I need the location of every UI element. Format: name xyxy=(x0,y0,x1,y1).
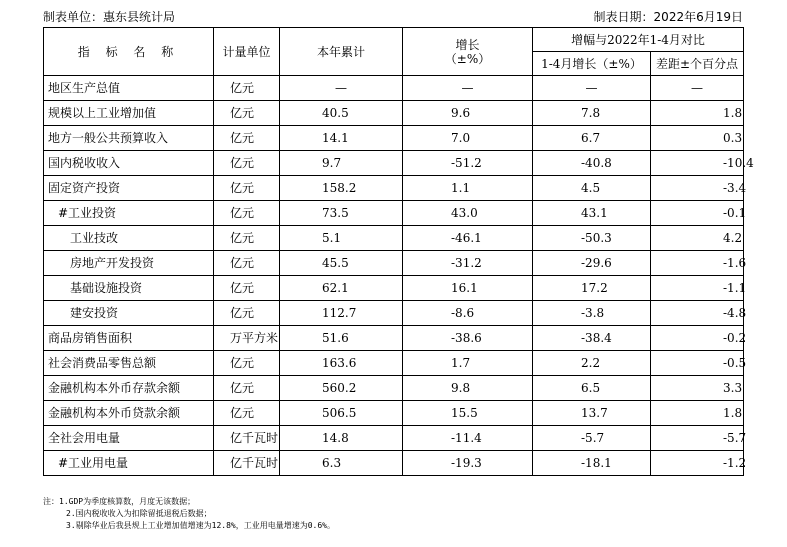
cell-unit: 万平方米 xyxy=(214,326,280,351)
cell-unit: 亿元 xyxy=(214,126,280,151)
compiling-unit: 制表单位：惠东县统计局 xyxy=(43,10,176,24)
cell-gap-value: 1.8 xyxy=(651,401,744,426)
table-row xyxy=(44,276,744,301)
header-jan-apr: 1-4月增长（±%） xyxy=(533,52,651,76)
cell-ytd-value: 51.6 xyxy=(280,326,403,351)
cell-unit: 亿元 xyxy=(214,101,280,126)
header-compare-group: 增幅与2022年1-4月对比 xyxy=(533,28,744,52)
cell-ytd-value: 560.2 xyxy=(280,376,403,401)
cell-ytd-value: 9.7 xyxy=(280,151,403,176)
cell-jan-apr-value: 6.7 xyxy=(533,126,651,151)
cell-unit: 亿元 xyxy=(214,401,280,426)
cell-ytd-value: 112.7 xyxy=(280,301,403,326)
cell-gap-value: -10.4 xyxy=(651,151,744,176)
cell-ytd-value: 5.1 xyxy=(280,226,403,251)
header-growth-line2: （±%） xyxy=(444,51,491,66)
table-row xyxy=(44,301,744,326)
cell-indicator-name: 建安投资 xyxy=(44,301,214,326)
cell-gap-value: 0.3 xyxy=(651,126,744,151)
header-growth-line1: 增长 xyxy=(455,37,480,52)
cell-jan-apr-value: -29.6 xyxy=(533,251,651,276)
cell-growth-value: -11.4 xyxy=(403,426,533,451)
table-row xyxy=(44,126,744,151)
cell-jan-apr-value: 43.1 xyxy=(533,201,651,226)
cell-growth-value: 15.5 xyxy=(403,401,533,426)
cell-ytd-value: — xyxy=(280,76,403,101)
cell-ytd-value: 14.1 xyxy=(280,126,403,151)
cell-jan-apr-value: -50.3 xyxy=(533,226,651,251)
cell-indicator-name: 工业技改 xyxy=(44,226,214,251)
cell-unit: 亿元 xyxy=(214,76,280,101)
cell-growth-value: 9.8 xyxy=(403,376,533,401)
cell-indicator-name: #工业用电量 xyxy=(44,451,214,476)
cell-ytd-value: 45.5 xyxy=(280,251,403,276)
table-row xyxy=(44,201,744,226)
cell-ytd-value: 73.5 xyxy=(280,201,403,226)
cell-gap-value: -0.1 xyxy=(651,201,744,226)
cell-indicator-name: 固定资产投资 xyxy=(44,176,214,201)
cell-growth-value: 7.0 xyxy=(403,126,533,151)
cell-growth-value: — xyxy=(403,76,533,101)
header-growth xyxy=(403,28,533,76)
cell-growth-value: 9.6 xyxy=(403,101,533,126)
cell-gap-value: -4.8 xyxy=(651,301,744,326)
cell-gap-value: -5.7 xyxy=(651,426,744,451)
cell-unit: 亿元 xyxy=(214,376,280,401)
cell-unit: 亿元 xyxy=(214,276,280,301)
table-row xyxy=(44,176,744,201)
cell-ytd-value: 6.3 xyxy=(280,451,403,476)
header-ytd: 本年累计 xyxy=(280,28,403,76)
cell-jan-apr-value: 2.2 xyxy=(533,351,651,376)
cell-unit: 亿元 xyxy=(214,201,280,226)
table-row xyxy=(44,226,744,251)
cell-gap-value: -1.1 xyxy=(651,276,744,301)
footnotes xyxy=(43,496,763,532)
cell-unit: 亿元 xyxy=(214,151,280,176)
header-unit: 计量单位 xyxy=(214,28,280,76)
cell-unit: 亿元 xyxy=(214,251,280,276)
footnote-2: 2.国内税收收入为扣除留抵退税后数据； xyxy=(66,509,212,518)
table-row xyxy=(44,101,744,126)
cell-indicator-name: 社会消费品零售总额 xyxy=(44,351,214,376)
cell-ytd-value: 14.8 xyxy=(280,426,403,451)
cell-jan-apr-value: -3.8 xyxy=(533,301,651,326)
table-row xyxy=(44,426,744,451)
cell-growth-value: 43.0 xyxy=(403,201,533,226)
compile-date: 制表日期：2022年6月19日 xyxy=(593,10,743,24)
cell-ytd-value: 62.1 xyxy=(280,276,403,301)
cell-jan-apr-value: 13.7 xyxy=(533,401,651,426)
header-indicator: 指 标 名 称 xyxy=(44,28,214,76)
cell-gap-value: -1.6 xyxy=(651,251,744,276)
cell-gap-value: -1.2 xyxy=(651,451,744,476)
cell-gap-value: 1.8 xyxy=(651,101,744,126)
table-row xyxy=(44,251,744,276)
cell-jan-apr-value: 4.5 xyxy=(533,176,651,201)
cell-indicator-name: 规模以上工业增加值 xyxy=(44,101,214,126)
cell-growth-value: 1.1 xyxy=(403,176,533,201)
cell-ytd-value: 506.5 xyxy=(280,401,403,426)
cell-indicator-name: 地方一般公共预算收入 xyxy=(44,126,214,151)
table-row xyxy=(44,151,744,176)
cell-gap-value: -0.5 xyxy=(651,351,744,376)
table-row xyxy=(44,76,744,101)
cell-gap-value: -0.2 xyxy=(651,326,744,351)
header-gap: 差距±个百分点 xyxy=(651,52,744,76)
cell-growth-value: -19.3 xyxy=(403,451,533,476)
cell-jan-apr-value: -40.8 xyxy=(533,151,651,176)
cell-ytd-value: 158.2 xyxy=(280,176,403,201)
cell-unit: 亿千瓦时 xyxy=(214,451,280,476)
cell-gap-value: — xyxy=(651,76,744,101)
cell-jan-apr-value: 17.2 xyxy=(533,276,651,301)
cell-growth-value: -51.2 xyxy=(403,151,533,176)
cell-unit: 亿千瓦时 xyxy=(214,426,280,451)
cell-unit: 亿元 xyxy=(214,176,280,201)
statistics-table xyxy=(43,27,754,476)
cell-jan-apr-value: — xyxy=(533,76,651,101)
cell-growth-value: -46.1 xyxy=(403,226,533,251)
table-row xyxy=(44,351,744,376)
table-row xyxy=(44,376,744,401)
cell-gap-value: -3.4 xyxy=(651,176,744,201)
cell-unit: 亿元 xyxy=(214,226,280,251)
footnote-3: 3.剔除华业后我县规上工业增加值增速为12.8%，工业用电量增速为0.6%。 xyxy=(66,521,335,530)
cell-gap-value: 3.3 xyxy=(651,376,744,401)
table-body xyxy=(44,76,754,476)
footnote-1: 注：1.GDP为季度核算数，月度无该数据； xyxy=(43,497,196,506)
cell-growth-value: 16.1 xyxy=(403,276,533,301)
table-row xyxy=(44,326,744,351)
cell-gap-value: 4.2 xyxy=(651,226,744,251)
table-row xyxy=(44,451,744,476)
cell-indicator-name: 国内税收收入 xyxy=(44,151,214,176)
cell-indicator-name: 地区生产总值 xyxy=(44,76,214,101)
cell-indicator-name: 基础设施投资 xyxy=(44,276,214,301)
cell-jan-apr-value: -38.4 xyxy=(533,326,651,351)
cell-indicator-name: 金融机构本外币存款余额 xyxy=(44,376,214,401)
cell-unit: 亿元 xyxy=(214,301,280,326)
cell-jan-apr-value: -18.1 xyxy=(533,451,651,476)
cell-jan-apr-value: 7.8 xyxy=(533,101,651,126)
report-meta xyxy=(43,10,743,24)
cell-growth-value: -31.2 xyxy=(403,251,533,276)
cell-indicator-name: 房地产开发投资 xyxy=(44,251,214,276)
cell-jan-apr-value: -5.7 xyxy=(533,426,651,451)
cell-ytd-value: 40.5 xyxy=(280,101,403,126)
cell-jan-apr-value: 6.5 xyxy=(533,376,651,401)
cell-growth-value: -8.6 xyxy=(403,301,533,326)
table-row xyxy=(44,401,744,426)
cell-indicator-name: 商品房销售面积 xyxy=(44,326,214,351)
cell-indicator-name: 金融机构本外币贷款余额 xyxy=(44,401,214,426)
cell-indicator-name: 全社会用电量 xyxy=(44,426,214,451)
cell-unit: 亿元 xyxy=(214,351,280,376)
cell-growth-value: -38.6 xyxy=(403,326,533,351)
cell-ytd-value: 163.6 xyxy=(280,351,403,376)
cell-indicator-name: #工业投资 xyxy=(44,201,214,226)
cell-growth-value: 1.7 xyxy=(403,351,533,376)
